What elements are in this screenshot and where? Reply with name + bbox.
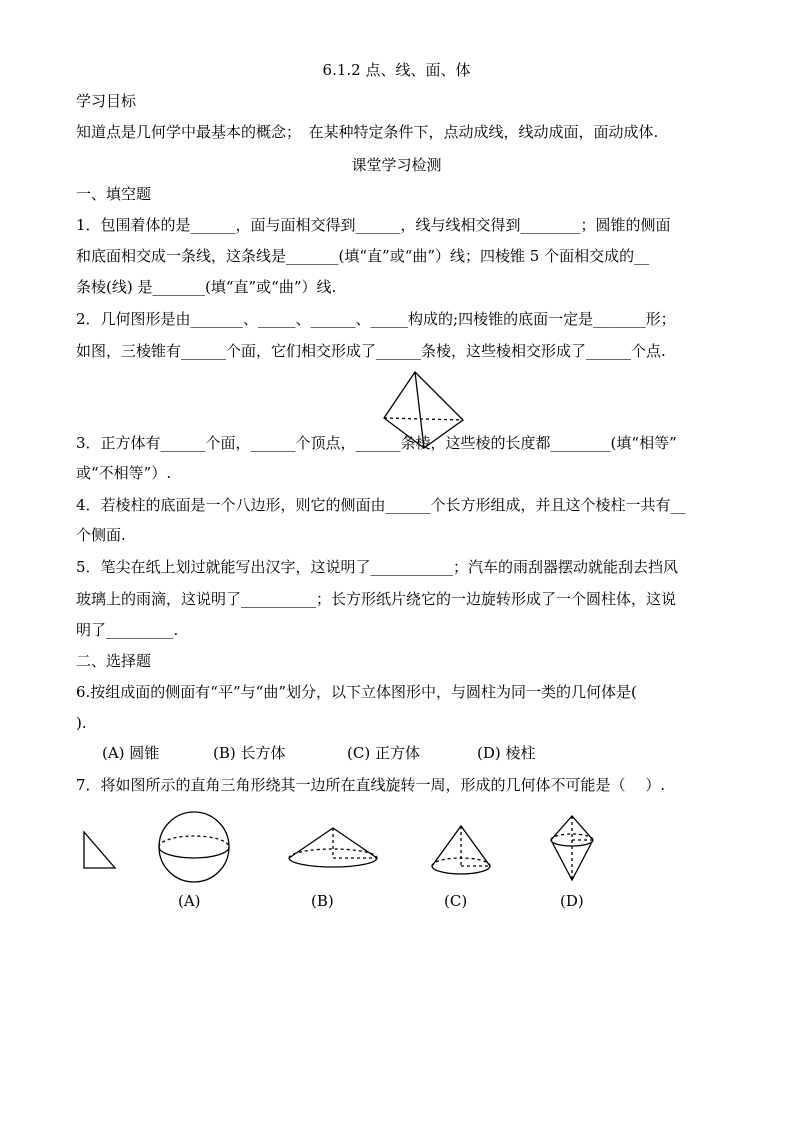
question-2-line-2: 如图，三棱锥有______个面，它们相交形成了______条棱，这些棱相交形成了______个点. <box>76 342 666 360</box>
q7-label-c: (C) <box>444 892 468 910</box>
section-learning-goal: 学习目标 <box>76 92 137 110</box>
question-5-line-2: 玻璃上的雨滴，这说明了__________；长方形纸片绕它的一边旋转形成了一个圆柱体，这说 <box>76 590 677 608</box>
question-3-line-2: 或“不相等”）. <box>76 464 172 482</box>
q7-label-d: (D) <box>560 892 584 910</box>
question-1-line-3: 条棱(线) 是_______(填“直”或“曲”）线. <box>76 278 337 296</box>
question-1-line-1: 1．包围着体的是______，面与面相交得到______，线与线相交得到________；圆锥的侧面 <box>76 216 671 234</box>
q6-option-b: (B) 长方体 <box>213 744 286 762</box>
sphere-figure <box>155 808 233 886</box>
wide-cone-figure <box>285 822 381 872</box>
question-7-line-1: 7．将如图所示的直角三角形绕其一边所在直线旋转一周，形成的几何体不可能是（ ）. <box>76 776 666 794</box>
section-classroom-check: 课堂学习检测 <box>351 156 442 174</box>
right-triangle-figure <box>80 828 120 872</box>
question-4-line-1: 4．若棱柱的底面是一个八边形，则它的侧面由______个长方形组成，并且这个棱柱一共有__ <box>76 496 686 514</box>
question-5-line-3: 明了_________. <box>76 621 179 639</box>
q6-option-d: (D) 棱柱 <box>477 744 536 762</box>
part-multiple-choice: 二、选择题 <box>76 652 152 670</box>
cone-figure <box>428 822 494 880</box>
question-3-line-1: 3．正方体有______个面，______个顶点，______条棱，这些棱的长度都________(填“相等” <box>76 434 677 452</box>
question-4-line-2: 个侧面. <box>76 526 126 544</box>
page-title: 6.1.2 点、线、面、体 <box>322 61 471 79</box>
question-5-line-1: 5．笔尖在纸上划过就能写出汉字，这说明了___________；汽车的雨刮器摆动就能刮去挡风 <box>76 558 679 576</box>
q6-option-c: (C) 正方体 <box>347 744 420 762</box>
q6-option-a: (A) 圆锥 <box>102 744 160 762</box>
q7-label-a: (A) <box>178 892 201 910</box>
double-cone-figure <box>547 812 597 884</box>
question-6-line-2: ). <box>76 714 87 732</box>
part-fill-blank: 一、填空题 <box>76 185 152 203</box>
question-6-line-1: 6.按组成面的侧面有“平”与“曲”划分，以下立体图形中，与圆柱为同一类的几何体是( <box>76 683 637 701</box>
question-1-line-2: 和底面相交成一条线，这条线是_______(填“直”或“曲”）线；四棱锥 5 个面相交成的__ <box>76 247 650 265</box>
goal-text: 知道点是几何学中最基本的概念； 在某种特定条件下，点动成线，线动成面，面动成体. <box>76 123 659 141</box>
q7-label-b: (B) <box>311 892 334 910</box>
question-2-line-1: 2．几何图形是由_______、_____、______、_____构成的;四棱锥的底面一定是_______形； <box>76 310 676 328</box>
